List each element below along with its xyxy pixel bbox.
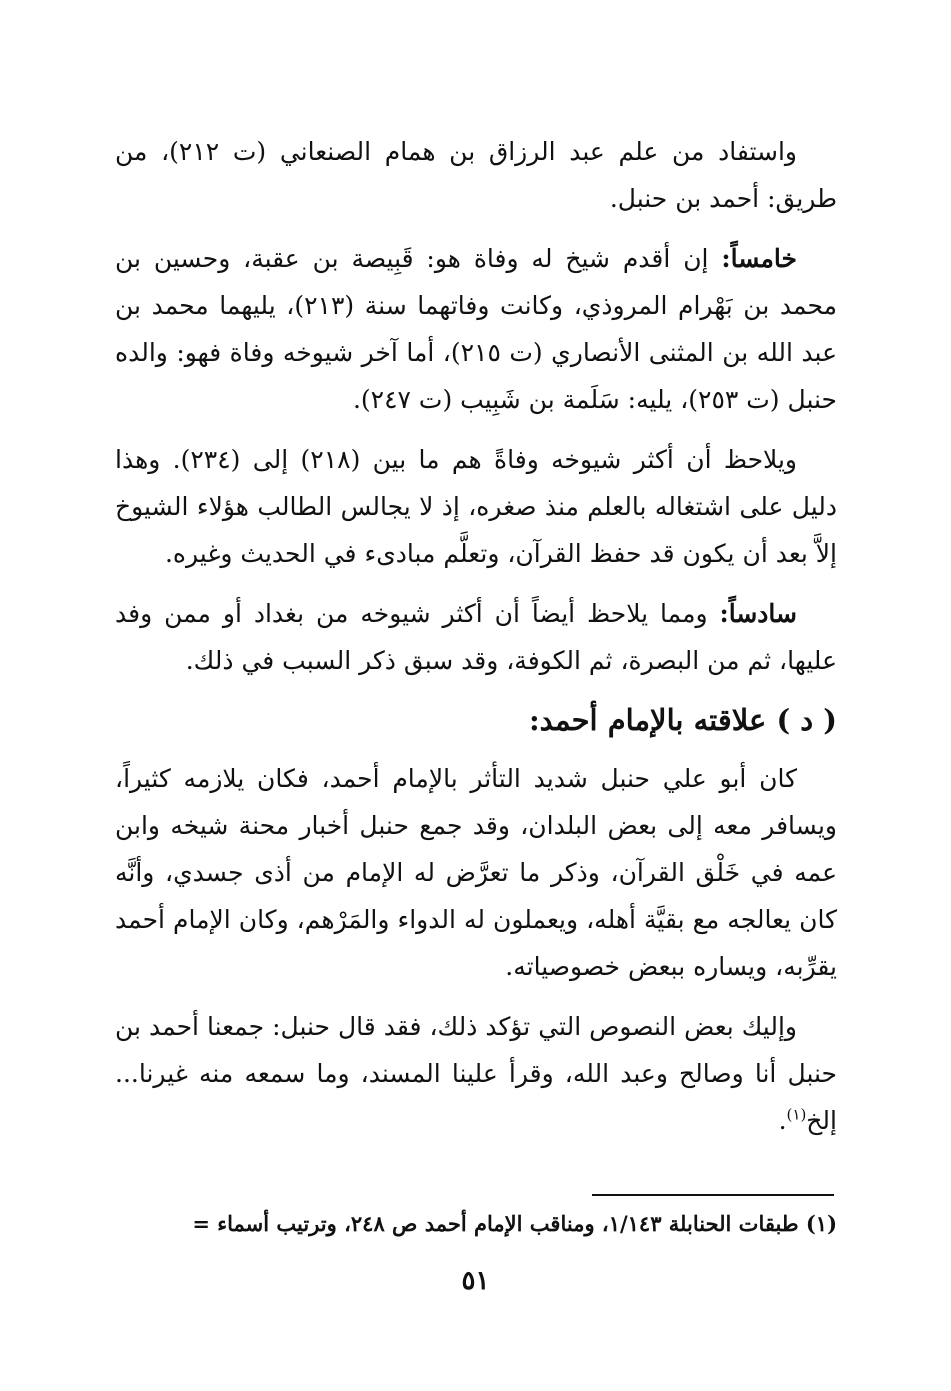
paragraph-1	[115, 128, 837, 222]
paragraph-4-lead: سادساً:	[719, 599, 797, 628]
section-paragraph-2	[115, 1003, 837, 1144]
section-paragraph-1	[115, 755, 837, 990]
section-heading: ( د ) علاقته بالإمام أحمد:	[528, 703, 837, 737]
page-body	[115, 128, 837, 1157]
paragraph-4	[115, 590, 837, 684]
footnote: (١) طبقات الحنابلة ١/١٤٣، ومناقب الإمام أحمد ص ٢٤٨، وترتيب أسماء =	[192, 1211, 837, 1236]
paragraph-2-text: إن أقدم شيخ له وفاة هو: قَبِيصة بن عقبة، وحسين بن محمد بن بَهْرام المروذي، وكانت وفاتهما سنة (٢١٣)، يليهما محمد بن عبد الله بن المثنى الأنصاري (ت ٢١٥)، أما آخر شيوخه وفاة فهو: والده حنبل (ت ٢٥٣)، يليه: سَلَمة بن شَبِيب (ت ٢٤٧).	[115, 244, 838, 414]
section-paragraph-1-text: كان أبو علي حنبل شديد التأثر بالإمام أحمد، فكان يلازمه كثيراً، ويسافر معه إلى بعض البلدان، وقد جمع حنبل أخبار محنة شيخه وابن عمه في خَلْق القرآن، وذكر ما تعرَّض له الإمام من أذى جسدي، وأنَّه كان يعالجه مع بقيَّة أهله، ويعملون له الدواء والمَرْهم، وكان الإمام أحمد يقرِّبه، ويساره ببعض خصوصياته.	[115, 764, 837, 981]
section-paragraph-2-text: وإليك بعض النصوص التي تؤكد ذلك، فقد قال حنبل: جمعنا أحمد بن حنبل أنا وصالح وعبد الله، وقرأ علينا المسند، وما سمعه منه غيرنا... إلخ	[115, 1012, 837, 1135]
paragraph-1-text: واستفاد من علم عبد الرزاق بن همام الصنعاني (ت ٢١٢)، من طريق: أحمد بن حنبل.	[115, 137, 837, 213]
footnote-divider	[592, 1194, 834, 1196]
paragraph-3	[115, 436, 837, 577]
section-paragraph-2-tail: .	[778, 1106, 787, 1135]
paragraph-2	[115, 235, 837, 423]
footnote-reference[interactable]: (١)	[786, 1105, 807, 1124]
page-number: ٥١	[461, 1266, 490, 1296]
paragraph-3-text: ويلاحظ أن أكثر شيوخه وفاةً هم ما بين (٢١٨) إلى (٢٣٤). وهذا دليل على اشتغاله بالعلم منذ صغره، إذ لا يجالس الطالب هؤلاء الشيوخ إلاَّ بعد أن يكون قد حفظ القرآن، وتعلَّم مبادىء في الحديث وغيره.	[115, 445, 837, 568]
paragraph-2-lead: خامساً:	[721, 244, 797, 273]
paragraph-4-text: ومما يلاحظ أيضاً أن أكثر شيوخه من بغداد أو ممن وفد عليها، ثم من البصرة، ثم الكوفة، وقد سبق ذكر السبب في ذلك.	[115, 599, 837, 675]
